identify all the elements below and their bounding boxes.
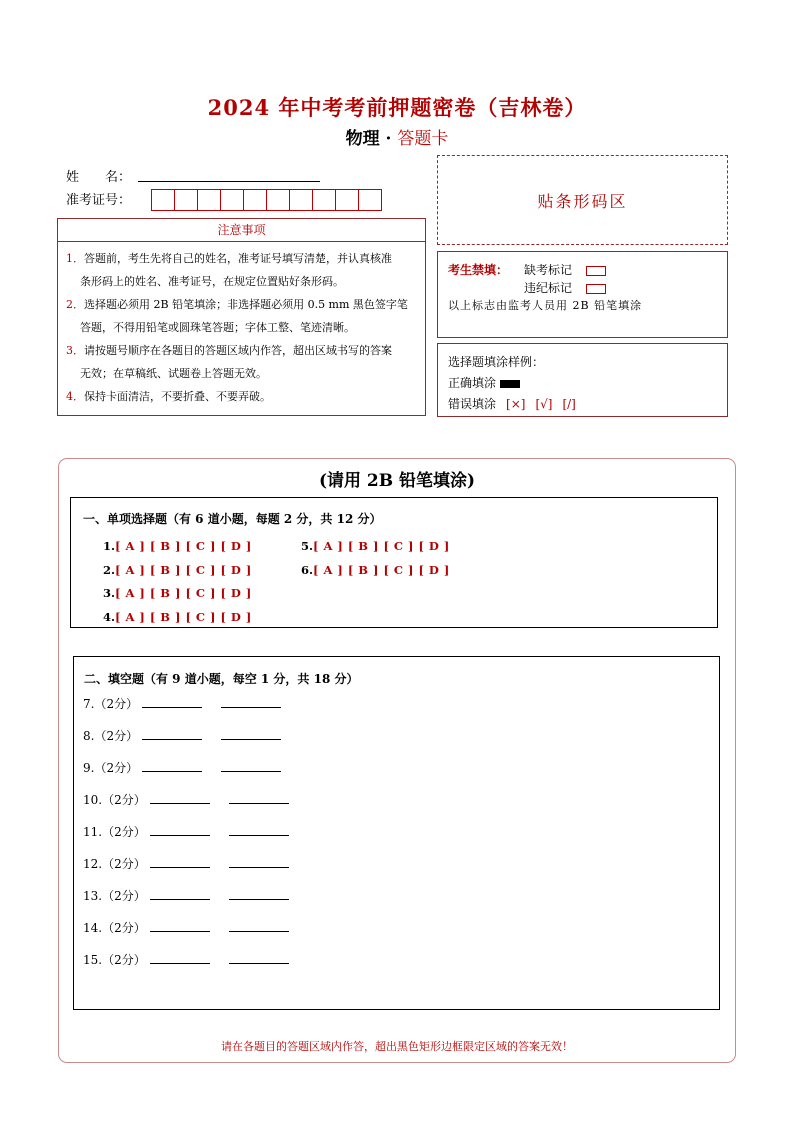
answer-blank[interactable]: [229, 793, 289, 804]
mc-question-1[interactable]: 1.[ A ] [ B ] [ C ] [ D ]: [103, 539, 252, 553]
proctor-marks-box: [437, 251, 728, 338]
answer-blank[interactable]: [150, 793, 210, 804]
subtitle-separator: ·: [385, 129, 392, 149]
answer-blank[interactable]: [221, 697, 281, 708]
answer-blank[interactable]: [221, 729, 281, 740]
blank-question-14: 14.（2分）: [83, 919, 289, 936]
answer-blank[interactable]: [150, 825, 210, 836]
notice-item-cont: 条形码上的姓名、准考证号，在规定位置贴好条形码。: [80, 275, 344, 288]
answer-blank[interactable]: [229, 953, 289, 964]
answer-blank[interactable]: [229, 825, 289, 836]
answer-blank[interactable]: [229, 889, 289, 900]
section1-heading: 一、单项选择题（有 6 道小题，每题 2 分，共 12 分）: [83, 512, 382, 526]
forbid-note: 以上标志由监考人员用 2B 铅笔填涂: [448, 299, 643, 312]
mc-question-6[interactable]: 6.[ A ] [ B ] [ C ] [ D ]: [301, 563, 450, 577]
exam-subtitle: [0, 124, 794, 149]
correct-sample: [448, 374, 520, 391]
answer-blank[interactable]: [221, 761, 281, 772]
card-kind-label: 答题卡: [397, 129, 449, 149]
answer-blank[interactable]: [142, 761, 202, 772]
answer-area-title: (请用 2B 铅笔填涂): [318, 471, 476, 491]
name-label: 姓 名：: [66, 170, 132, 185]
mc-question-2[interactable]: 2.[ A ] [ B ] [ C ] [ D ]: [103, 563, 252, 577]
id-digit-box[interactable]: [220, 189, 244, 211]
wrong-mark: [/]: [562, 397, 576, 411]
id-digit-box[interactable]: [266, 189, 290, 211]
notice-num: 3．: [66, 344, 84, 357]
blank-question-15: 15.（2分）: [83, 951, 289, 968]
notice-num: 2．: [66, 298, 84, 311]
id-digit-box[interactable]: [243, 189, 267, 211]
absent-mark-label: 缺考标记: [524, 263, 573, 277]
blank-question-8: 8.（2分）: [83, 727, 281, 744]
notice-item: [66, 247, 419, 270]
violation-mark-box[interactable]: [586, 284, 606, 294]
blank-question-12: 12.（2分）: [83, 855, 289, 872]
wrong-sample: [448, 395, 576, 412]
notice-body: [57, 241, 426, 416]
answer-blank[interactable]: [150, 921, 210, 932]
barcode-area: [437, 155, 728, 245]
notice-num: 4．: [66, 390, 84, 403]
id-digit-box[interactable]: [335, 189, 359, 211]
notice-heading: 注意事项: [57, 218, 426, 242]
exam-id-label: 准考证号：: [66, 193, 132, 208]
mc-question-4[interactable]: 4.[ A ] [ B ] [ C ] [ D ]: [103, 610, 252, 624]
blank-question-11: 11.（2分）: [83, 823, 289, 840]
notice-item: [66, 339, 419, 362]
answer-blank[interactable]: [229, 857, 289, 868]
answer-blank[interactable]: [229, 921, 289, 932]
answer-blank[interactable]: [142, 697, 202, 708]
subject-label: 物理: [345, 129, 380, 149]
notice-text: 保持卡面清洁，不要折叠、不要弄破。: [84, 390, 271, 403]
notice-item-cont: 无效；在草稿纸、试题卷上答题无效。: [80, 367, 267, 380]
mc-question-3[interactable]: 3.[ A ] [ B ] [ C ] [ D ]: [103, 586, 252, 600]
sample-title: 选择题填涂样例：: [448, 355, 545, 369]
blank-question-10: 10.（2分）: [83, 791, 289, 808]
answer-blank[interactable]: [150, 889, 210, 900]
id-digit-box[interactable]: [312, 189, 336, 211]
id-digit-box[interactable]: [289, 189, 313, 211]
notice-item: [66, 385, 419, 408]
notice-num: 1．: [66, 252, 84, 265]
answer-blank[interactable]: [142, 729, 202, 740]
id-digit-box[interactable]: [151, 189, 175, 211]
id-digit-box[interactable]: [197, 189, 221, 211]
notice-text: 请按题号顺序在各题目的答题区域内作答，超出区域书写的答案: [84, 344, 392, 357]
filled-mark-icon: [500, 380, 520, 388]
section2-heading: 二、填空题（有 9 道小题，每空 1 分，共 18 分）: [84, 672, 359, 686]
violation-mark-label: 违纪标记: [524, 281, 573, 295]
footer-warning: 请在各题目的答题区域内作答，超出黑色矩形边框限定区域的答案无效！: [221, 1040, 573, 1053]
fill-blank-section: [73, 656, 720, 1010]
absent-mark: [524, 261, 606, 278]
fill-sample-box: [437, 343, 728, 417]
wrong-label: 错误填涂: [448, 397, 497, 411]
answer-blank[interactable]: [150, 953, 210, 964]
forbid-label: 考生禁填：: [448, 263, 509, 277]
multiple-choice-section: [70, 497, 718, 628]
exam-title: 2024 年中考考前押题密卷（吉林卷）: [207, 95, 587, 120]
answer-blank[interactable]: [150, 857, 210, 868]
blank-question-13: 13.（2分）: [83, 887, 289, 904]
notice-item-cont: 答题，不得用铅笔或圆珠笔答题；字体工整、笔迹清晰。: [80, 321, 355, 334]
id-digit-box[interactable]: [358, 189, 382, 211]
violation-mark: [524, 279, 606, 296]
notice-text: 答题前，考生先将自己的姓名，准考证号填写清楚，并认真核准: [84, 252, 392, 265]
blank-question-7: 7.（2分）: [83, 695, 281, 712]
exam-id-boxes[interactable]: [152, 189, 382, 211]
wrong-mark: [×]: [506, 397, 526, 411]
barcode-label: 贴条形码区: [537, 191, 628, 211]
wrong-mark: [√]: [535, 397, 553, 411]
notice-text: 选择题必须用 2B 铅笔填涂；非选择题必须用 0.5 mm 黑色签字笔: [84, 298, 408, 311]
id-digit-box[interactable]: [174, 189, 198, 211]
absent-mark-box[interactable]: [586, 266, 606, 276]
name-field[interactable]: [138, 181, 320, 182]
blank-question-9: 9.（2分）: [83, 759, 281, 776]
mc-question-5[interactable]: 5.[ A ] [ B ] [ C ] [ D ]: [301, 539, 450, 553]
notice-item: [66, 293, 419, 316]
correct-label: 正确填涂: [448, 376, 497, 390]
